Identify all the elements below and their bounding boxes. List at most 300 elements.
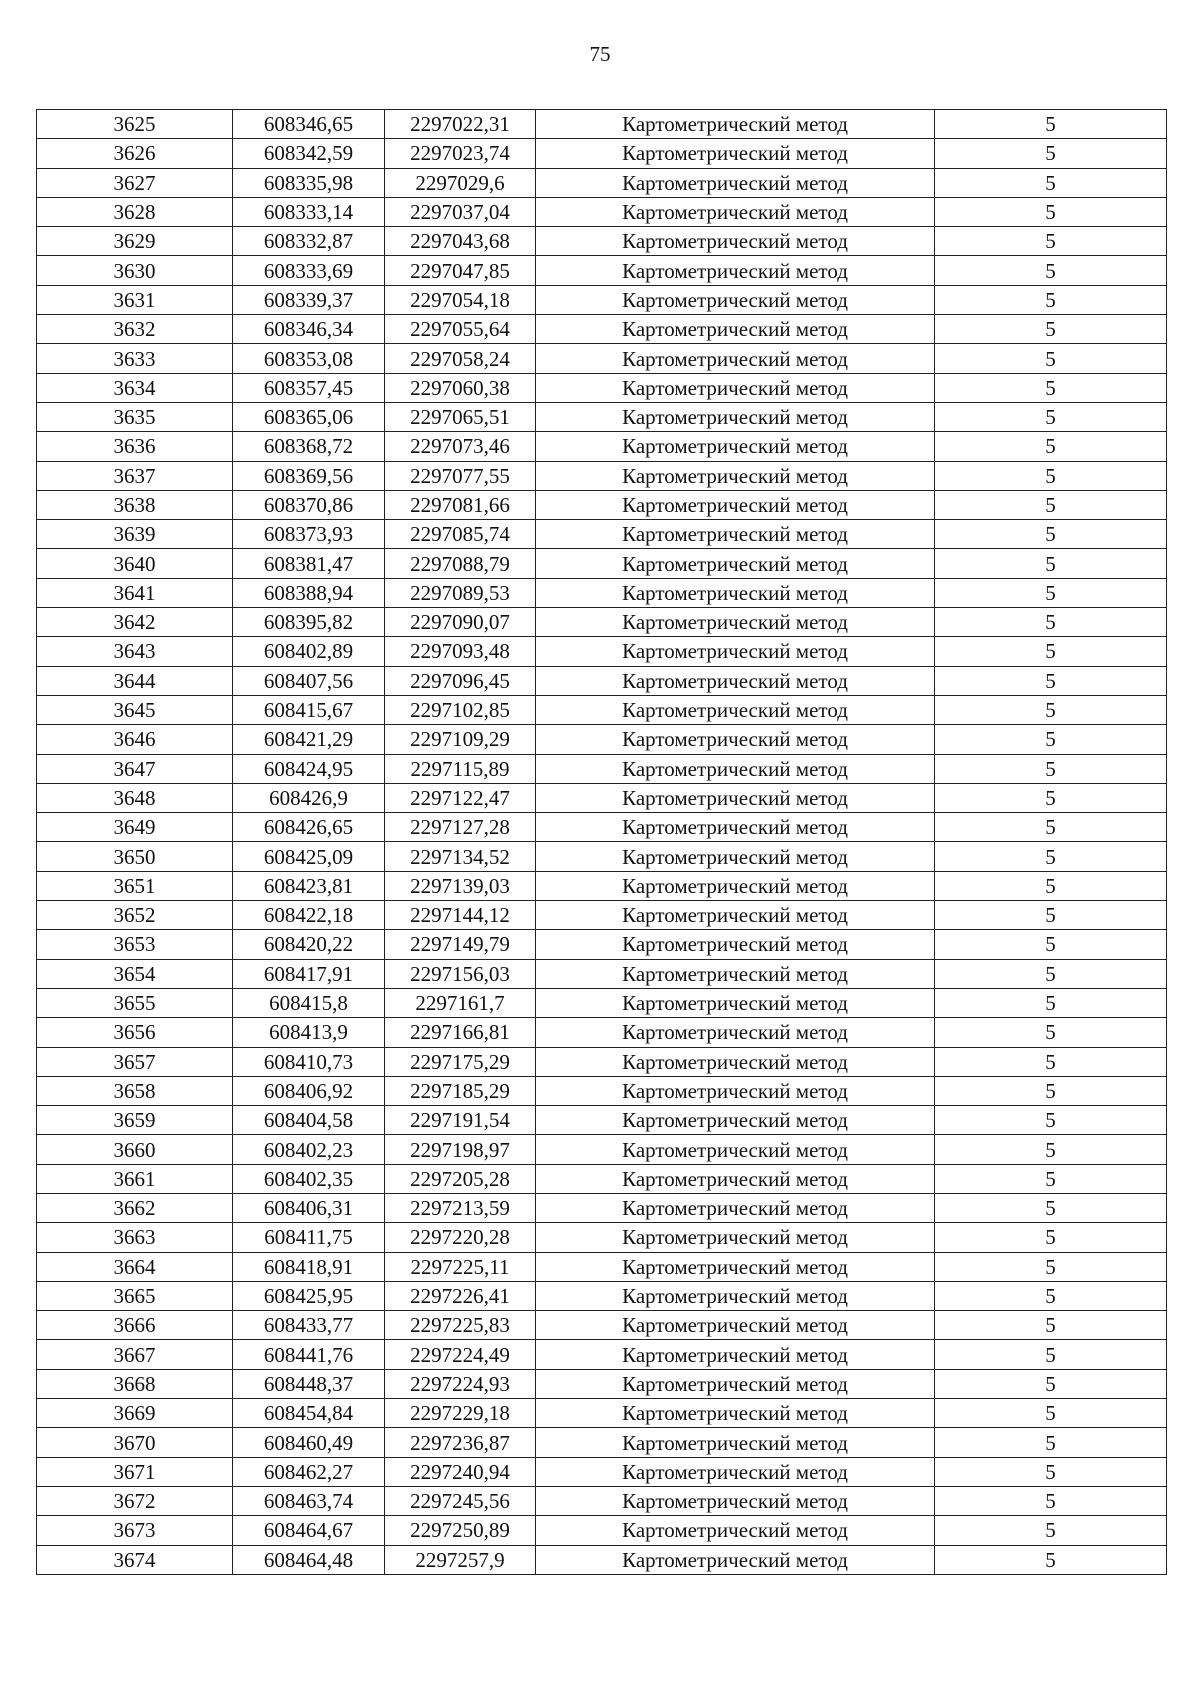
point-number-cell: 3635 (37, 402, 233, 431)
x-coordinate-cell: 608454,84 (233, 1399, 385, 1428)
table-row (37, 1135, 1167, 1164)
accuracy-cell: 5 (935, 1047, 1167, 1076)
point-number-cell: 3661 (37, 1164, 233, 1193)
method-cell: Картометрический метод (536, 1340, 935, 1369)
point-number-cell: 3639 (37, 520, 233, 549)
x-coordinate-cell: 608425,09 (233, 842, 385, 871)
x-coordinate-cell: 608342,59 (233, 139, 385, 168)
accuracy-cell: 5 (935, 1340, 1167, 1369)
point-number-cell: 3668 (37, 1369, 233, 1398)
x-coordinate-cell: 608381,47 (233, 549, 385, 578)
accuracy-cell: 5 (935, 344, 1167, 373)
point-number-cell: 3671 (37, 1457, 233, 1486)
accuracy-cell: 5 (935, 783, 1167, 812)
y-coordinate-cell: 2297023,74 (385, 139, 536, 168)
accuracy-cell: 5 (935, 637, 1167, 666)
point-number-cell: 3637 (37, 461, 233, 490)
y-coordinate-cell: 2297022,31 (385, 110, 536, 139)
y-coordinate-cell: 2297250,89 (385, 1516, 536, 1545)
method-cell: Картометрический метод (536, 578, 935, 607)
method-cell: Картометрический метод (536, 1399, 935, 1428)
x-coordinate-cell: 608464,48 (233, 1545, 385, 1574)
x-coordinate-cell: 608335,98 (233, 168, 385, 197)
table-row (37, 901, 1167, 930)
method-cell: Картометрический метод (536, 637, 935, 666)
y-coordinate-cell: 2297257,9 (385, 1545, 536, 1574)
method-cell: Картометрический метод (536, 1428, 935, 1457)
x-coordinate-cell: 608369,56 (233, 461, 385, 490)
y-coordinate-cell: 2297054,18 (385, 285, 536, 314)
x-coordinate-cell: 608418,91 (233, 1252, 385, 1281)
method-cell: Картометрический метод (536, 901, 935, 930)
method-cell: Картометрический метод (536, 1223, 935, 1252)
method-cell: Картометрический метод (536, 1193, 935, 1222)
y-coordinate-cell: 2297090,07 (385, 608, 536, 637)
method-cell: Картометрический метод (536, 461, 935, 490)
method-cell: Картометрический метод (536, 1486, 935, 1515)
y-coordinate-cell: 2297225,11 (385, 1252, 536, 1281)
point-number-cell: 3652 (37, 901, 233, 930)
y-coordinate-cell: 2297085,74 (385, 520, 536, 549)
point-number-cell: 3660 (37, 1135, 233, 1164)
x-coordinate-cell: 608464,67 (233, 1516, 385, 1545)
table-row (37, 344, 1167, 373)
table-row (37, 1047, 1167, 1076)
point-number-cell: 3650 (37, 842, 233, 871)
method-cell: Картометрический метод (536, 871, 935, 900)
y-coordinate-cell: 2297055,64 (385, 315, 536, 344)
accuracy-cell: 5 (935, 549, 1167, 578)
table-row (37, 637, 1167, 666)
point-number-cell: 3664 (37, 1252, 233, 1281)
y-coordinate-cell: 2297122,47 (385, 783, 536, 812)
y-coordinate-cell: 2297058,24 (385, 344, 536, 373)
table-row (37, 1545, 1167, 1574)
y-coordinate-cell: 2297191,54 (385, 1106, 536, 1135)
y-coordinate-cell: 2297029,6 (385, 168, 536, 197)
point-number-cell: 3651 (37, 871, 233, 900)
method-cell: Картометрический метод (536, 285, 935, 314)
y-coordinate-cell: 2297073,46 (385, 432, 536, 461)
table-row (37, 461, 1167, 490)
point-number-cell: 3654 (37, 959, 233, 988)
accuracy-cell: 5 (935, 1223, 1167, 1252)
method-cell: Картометрический метод (536, 842, 935, 871)
table-row (37, 1252, 1167, 1281)
x-coordinate-cell: 608413,9 (233, 1018, 385, 1047)
x-coordinate-cell: 608448,37 (233, 1369, 385, 1398)
x-coordinate-cell: 608332,87 (233, 227, 385, 256)
y-coordinate-cell: 2297245,56 (385, 1486, 536, 1515)
method-cell: Картометрический метод (536, 490, 935, 519)
method-cell: Картометрический метод (536, 402, 935, 431)
x-coordinate-cell: 608333,14 (233, 197, 385, 226)
x-coordinate-cell: 608423,81 (233, 871, 385, 900)
point-number-cell: 3667 (37, 1340, 233, 1369)
y-coordinate-cell: 2297226,41 (385, 1281, 536, 1310)
point-number-cell: 3663 (37, 1223, 233, 1252)
method-cell: Картометрический метод (536, 608, 935, 637)
y-coordinate-cell: 2297205,28 (385, 1164, 536, 1193)
accuracy-cell: 5 (935, 1135, 1167, 1164)
accuracy-cell: 5 (935, 315, 1167, 344)
table-row (37, 754, 1167, 783)
accuracy-cell: 5 (935, 901, 1167, 930)
y-coordinate-cell: 2297139,03 (385, 871, 536, 900)
x-coordinate-cell: 608402,89 (233, 637, 385, 666)
point-number-cell: 3634 (37, 373, 233, 402)
accuracy-cell: 5 (935, 578, 1167, 607)
x-coordinate-cell: 608339,37 (233, 285, 385, 314)
point-number-cell: 3672 (37, 1486, 233, 1515)
point-number-cell: 3633 (37, 344, 233, 373)
accuracy-cell: 5 (935, 1018, 1167, 1047)
accuracy-cell: 5 (935, 139, 1167, 168)
x-coordinate-cell: 608433,77 (233, 1311, 385, 1340)
point-number-cell: 3669 (37, 1399, 233, 1428)
method-cell: Картометрический метод (536, 110, 935, 139)
y-coordinate-cell: 2297220,28 (385, 1223, 536, 1252)
x-coordinate-cell: 608388,94 (233, 578, 385, 607)
table-row (37, 1457, 1167, 1486)
y-coordinate-cell: 2297109,29 (385, 725, 536, 754)
method-cell: Картометрический метод (536, 549, 935, 578)
method-cell: Картометрический метод (536, 315, 935, 344)
table-row (37, 227, 1167, 256)
method-cell: Картометрический метод (536, 959, 935, 988)
table-row (37, 1486, 1167, 1515)
point-number-cell: 3665 (37, 1281, 233, 1310)
table-row (37, 432, 1167, 461)
method-cell: Картометрический метод (536, 1311, 935, 1340)
y-coordinate-cell: 2297229,18 (385, 1399, 536, 1428)
x-coordinate-cell: 608411,75 (233, 1223, 385, 1252)
method-cell: Картометрический метод (536, 695, 935, 724)
point-number-cell: 3636 (37, 432, 233, 461)
x-coordinate-cell: 608346,65 (233, 110, 385, 139)
table-row (37, 168, 1167, 197)
table-row (37, 490, 1167, 519)
x-coordinate-cell: 608402,23 (233, 1135, 385, 1164)
method-cell: Картометрический метод (536, 725, 935, 754)
point-number-cell: 3670 (37, 1428, 233, 1457)
accuracy-cell: 5 (935, 432, 1167, 461)
x-coordinate-cell: 608370,86 (233, 490, 385, 519)
x-coordinate-cell: 608404,58 (233, 1106, 385, 1135)
table-row (37, 988, 1167, 1017)
y-coordinate-cell: 2297047,85 (385, 256, 536, 285)
point-number-cell: 3647 (37, 754, 233, 783)
method-cell: Картометрический метод (536, 1135, 935, 1164)
table-row (37, 871, 1167, 900)
method-cell: Картометрический метод (536, 227, 935, 256)
y-coordinate-cell: 2297060,38 (385, 373, 536, 402)
point-number-cell: 3649 (37, 813, 233, 842)
y-coordinate-cell: 2297225,83 (385, 1311, 536, 1340)
x-coordinate-cell: 608421,29 (233, 725, 385, 754)
x-coordinate-cell: 608407,56 (233, 666, 385, 695)
accuracy-cell: 5 (935, 1457, 1167, 1486)
x-coordinate-cell: 608406,92 (233, 1076, 385, 1105)
x-coordinate-cell: 608395,82 (233, 608, 385, 637)
y-coordinate-cell: 2297240,94 (385, 1457, 536, 1486)
point-number-cell: 3658 (37, 1076, 233, 1105)
method-cell: Картометрический метод (536, 256, 935, 285)
accuracy-cell: 5 (935, 168, 1167, 197)
accuracy-cell: 5 (935, 461, 1167, 490)
accuracy-cell: 5 (935, 197, 1167, 226)
y-coordinate-cell: 2297175,29 (385, 1047, 536, 1076)
table-row (37, 373, 1167, 402)
table-row (37, 959, 1167, 988)
accuracy-cell: 5 (935, 1369, 1167, 1398)
accuracy-cell: 5 (935, 813, 1167, 842)
y-coordinate-cell: 2297185,29 (385, 1076, 536, 1105)
point-number-cell: 3657 (37, 1047, 233, 1076)
point-number-cell: 3653 (37, 930, 233, 959)
point-number-cell: 3629 (37, 227, 233, 256)
table-row (37, 520, 1167, 549)
x-coordinate-cell: 608333,69 (233, 256, 385, 285)
table-row (37, 402, 1167, 431)
y-coordinate-cell: 2297093,48 (385, 637, 536, 666)
method-cell: Картометрический метод (536, 1076, 935, 1105)
point-number-cell: 3643 (37, 637, 233, 666)
x-coordinate-cell: 608426,9 (233, 783, 385, 812)
coordinates-table-body (37, 110, 1167, 1575)
accuracy-cell: 5 (935, 695, 1167, 724)
accuracy-cell: 5 (935, 1076, 1167, 1105)
x-coordinate-cell: 608368,72 (233, 432, 385, 461)
table-row (37, 315, 1167, 344)
accuracy-cell: 5 (935, 754, 1167, 783)
x-coordinate-cell: 608462,27 (233, 1457, 385, 1486)
accuracy-cell: 5 (935, 930, 1167, 959)
point-number-cell: 3630 (37, 256, 233, 285)
x-coordinate-cell: 608424,95 (233, 754, 385, 783)
point-number-cell: 3659 (37, 1106, 233, 1135)
accuracy-cell: 5 (935, 608, 1167, 637)
method-cell: Картометрический метод (536, 520, 935, 549)
point-number-cell: 3640 (37, 549, 233, 578)
accuracy-cell: 5 (935, 1486, 1167, 1515)
y-coordinate-cell: 2297089,53 (385, 578, 536, 607)
accuracy-cell: 5 (935, 988, 1167, 1017)
table-row (37, 930, 1167, 959)
y-coordinate-cell: 2297224,93 (385, 1369, 536, 1398)
y-coordinate-cell: 2297134,52 (385, 842, 536, 871)
table-row (37, 783, 1167, 812)
method-cell: Картометрический метод (536, 1281, 935, 1310)
method-cell: Картометрический метод (536, 373, 935, 402)
point-number-cell: 3674 (37, 1545, 233, 1574)
y-coordinate-cell: 2297198,97 (385, 1135, 536, 1164)
method-cell: Картометрический метод (536, 813, 935, 842)
accuracy-cell: 5 (935, 1281, 1167, 1310)
x-coordinate-cell: 608441,76 (233, 1340, 385, 1369)
accuracy-cell: 5 (935, 842, 1167, 871)
accuracy-cell: 5 (935, 725, 1167, 754)
accuracy-cell: 5 (935, 1193, 1167, 1222)
accuracy-cell: 5 (935, 490, 1167, 519)
y-coordinate-cell: 2297088,79 (385, 549, 536, 578)
accuracy-cell: 5 (935, 1545, 1167, 1574)
point-number-cell: 3628 (37, 197, 233, 226)
method-cell: Картометрический метод (536, 1164, 935, 1193)
x-coordinate-cell: 608426,65 (233, 813, 385, 842)
method-cell: Картометрический метод (536, 1516, 935, 1545)
method-cell: Картометрический метод (536, 1457, 935, 1486)
accuracy-cell: 5 (935, 256, 1167, 285)
table-row (37, 578, 1167, 607)
table-row (37, 285, 1167, 314)
table-row (37, 1428, 1167, 1457)
accuracy-cell: 5 (935, 402, 1167, 431)
x-coordinate-cell: 608415,8 (233, 988, 385, 1017)
method-cell: Картометрический метод (536, 1369, 935, 1398)
table-row (37, 842, 1167, 871)
y-coordinate-cell: 2297156,03 (385, 959, 536, 988)
y-coordinate-cell: 2297115,89 (385, 754, 536, 783)
method-cell: Картометрический метод (536, 666, 935, 695)
table-row (37, 1223, 1167, 1252)
x-coordinate-cell: 608422,18 (233, 901, 385, 930)
y-coordinate-cell: 2297161,7 (385, 988, 536, 1017)
y-coordinate-cell: 2297236,87 (385, 1428, 536, 1457)
y-coordinate-cell: 2297144,12 (385, 901, 536, 930)
point-number-cell: 3655 (37, 988, 233, 1017)
y-coordinate-cell: 2297065,51 (385, 402, 536, 431)
table-row (37, 666, 1167, 695)
y-coordinate-cell: 2297037,04 (385, 197, 536, 226)
method-cell: Картометрический метод (536, 1252, 935, 1281)
x-coordinate-cell: 608425,95 (233, 1281, 385, 1310)
accuracy-cell: 5 (935, 110, 1167, 139)
x-coordinate-cell: 608463,74 (233, 1486, 385, 1515)
x-coordinate-cell: 608420,22 (233, 930, 385, 959)
table-row (37, 549, 1167, 578)
method-cell: Картометрический метод (536, 1106, 935, 1135)
x-coordinate-cell: 608415,67 (233, 695, 385, 724)
point-number-cell: 3641 (37, 578, 233, 607)
point-number-cell: 3662 (37, 1193, 233, 1222)
accuracy-cell: 5 (935, 1428, 1167, 1457)
accuracy-cell: 5 (935, 373, 1167, 402)
x-coordinate-cell: 608417,91 (233, 959, 385, 988)
table-row (37, 1018, 1167, 1047)
table-row (37, 256, 1167, 285)
accuracy-cell: 5 (935, 871, 1167, 900)
y-coordinate-cell: 2297081,66 (385, 490, 536, 519)
table-row (37, 1399, 1167, 1428)
point-number-cell: 3631 (37, 285, 233, 314)
y-coordinate-cell: 2297077,55 (385, 461, 536, 490)
point-number-cell: 3625 (37, 110, 233, 139)
method-cell: Картометрический метод (536, 1047, 935, 1076)
accuracy-cell: 5 (935, 1164, 1167, 1193)
accuracy-cell: 5 (935, 1516, 1167, 1545)
method-cell: Картометрический метод (536, 432, 935, 461)
point-number-cell: 3627 (37, 168, 233, 197)
table-row (37, 197, 1167, 226)
table-row (37, 608, 1167, 637)
method-cell: Картометрический метод (536, 139, 935, 168)
y-coordinate-cell: 2297149,79 (385, 930, 536, 959)
y-coordinate-cell: 2297096,45 (385, 666, 536, 695)
accuracy-cell: 5 (935, 520, 1167, 549)
point-number-cell: 3644 (37, 666, 233, 695)
table-row (37, 725, 1167, 754)
point-number-cell: 3648 (37, 783, 233, 812)
table-row (37, 1106, 1167, 1135)
x-coordinate-cell: 608357,45 (233, 373, 385, 402)
table-row (37, 1369, 1167, 1398)
point-number-cell: 3626 (37, 139, 233, 168)
accuracy-cell: 5 (935, 285, 1167, 314)
table-row (37, 813, 1167, 842)
accuracy-cell: 5 (935, 666, 1167, 695)
accuracy-cell: 5 (935, 1311, 1167, 1340)
method-cell: Картометрический метод (536, 1018, 935, 1047)
table-row (37, 1340, 1167, 1369)
x-coordinate-cell: 608373,93 (233, 520, 385, 549)
y-coordinate-cell: 2297166,81 (385, 1018, 536, 1047)
method-cell: Картометрический метод (536, 988, 935, 1017)
table-row (37, 139, 1167, 168)
point-number-cell: 3656 (37, 1018, 233, 1047)
x-coordinate-cell: 608406,31 (233, 1193, 385, 1222)
accuracy-cell: 5 (935, 1399, 1167, 1428)
y-coordinate-cell: 2297213,59 (385, 1193, 536, 1222)
table-row (37, 695, 1167, 724)
point-number-cell: 3646 (37, 725, 233, 754)
x-coordinate-cell: 608460,49 (233, 1428, 385, 1457)
accuracy-cell: 5 (935, 227, 1167, 256)
table-row (37, 1193, 1167, 1222)
coordinates-table (36, 109, 1167, 1575)
method-cell: Картометрический метод (536, 783, 935, 812)
table-row (37, 1516, 1167, 1545)
method-cell: Картометрический метод (536, 930, 935, 959)
method-cell: Картометрический метод (536, 344, 935, 373)
point-number-cell: 3642 (37, 608, 233, 637)
x-coordinate-cell: 608410,73 (233, 1047, 385, 1076)
point-number-cell: 3673 (37, 1516, 233, 1545)
accuracy-cell: 5 (935, 1106, 1167, 1135)
table-row (37, 1281, 1167, 1310)
y-coordinate-cell: 2297127,28 (385, 813, 536, 842)
x-coordinate-cell: 608346,34 (233, 315, 385, 344)
y-coordinate-cell: 2297224,49 (385, 1340, 536, 1369)
y-coordinate-cell: 2297043,68 (385, 227, 536, 256)
point-number-cell: 3645 (37, 695, 233, 724)
accuracy-cell: 5 (935, 959, 1167, 988)
y-coordinate-cell: 2297102,85 (385, 695, 536, 724)
point-number-cell: 3638 (37, 490, 233, 519)
point-number-cell: 3632 (37, 315, 233, 344)
method-cell: Картометрический метод (536, 1545, 935, 1574)
accuracy-cell: 5 (935, 1252, 1167, 1281)
table-row (37, 1164, 1167, 1193)
method-cell: Картометрический метод (536, 754, 935, 783)
point-number-cell: 3666 (37, 1311, 233, 1340)
page-number: 75 (589, 42, 611, 66)
x-coordinate-cell: 608365,06 (233, 402, 385, 431)
table-row (37, 1311, 1167, 1340)
table-row (37, 110, 1167, 139)
x-coordinate-cell: 608402,35 (233, 1164, 385, 1193)
table-row (37, 1076, 1167, 1105)
